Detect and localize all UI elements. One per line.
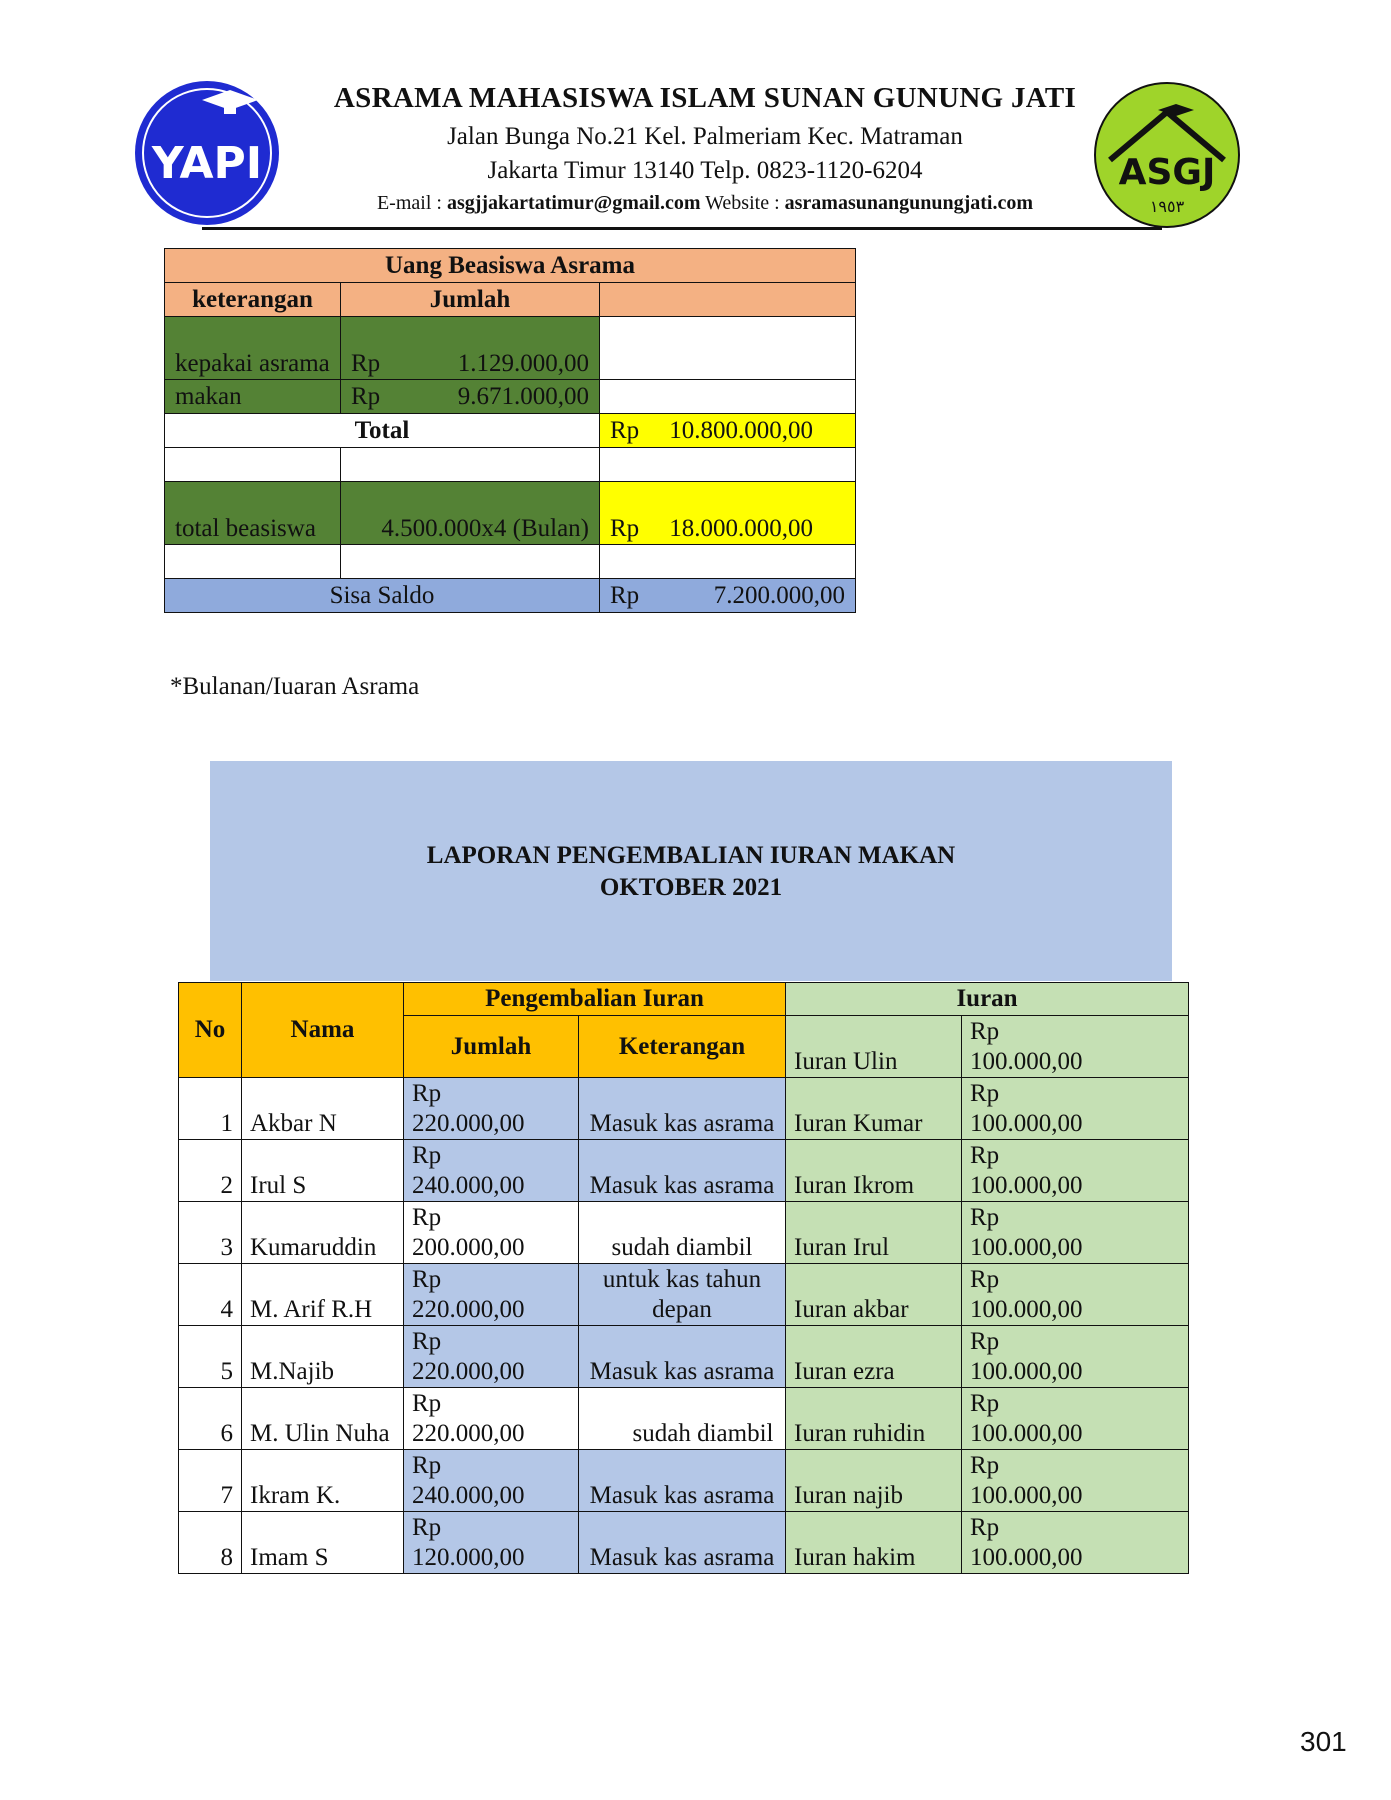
table-row [179, 1450, 1189, 1512]
currency: Rp [412, 1328, 442, 1355]
iuran-amount [962, 1450, 1189, 1512]
amount: 10.800.000,00 [669, 417, 813, 444]
amount: 220.000,00 [412, 1420, 525, 1447]
row-nama: Irul S [242, 1140, 404, 1202]
header-jumlah: Jumlah [404, 1016, 579, 1078]
currency: Rp [970, 1266, 1000, 1293]
address-line-1: Jalan Bunga No.21 Kel. Palmeriam Kec. Matraman [447, 123, 963, 150]
table-row [179, 1078, 1189, 1140]
currency: Rp [970, 1390, 1000, 1417]
email-label: E-mail : [376, 192, 442, 214]
table-row [179, 1264, 1189, 1326]
row-label: kepakai asrama [165, 317, 341, 380]
amount: 200.000,00 [412, 1234, 525, 1261]
header-no: No [179, 983, 242, 1078]
currency: Rp [412, 1142, 442, 1169]
row-nama: Akbar N [242, 1078, 404, 1140]
note-text: *Bulanan/Iuaran Asrama [170, 673, 420, 700]
sisa-saldo-label: Sisa Saldo [165, 579, 600, 613]
row-no: 1 [179, 1078, 242, 1140]
amount: 100.000,00 [970, 1358, 1083, 1385]
contact-line [270, 192, 1140, 215]
iuran-amount [962, 1512, 1189, 1574]
row-jumlah [404, 1450, 579, 1512]
iuran-name: Iuran hakim [786, 1512, 962, 1574]
asgj-logo [1092, 80, 1242, 230]
header-keterangan: Keterangan [579, 1016, 786, 1078]
row-jumlah [404, 1264, 579, 1326]
currency: Rp [351, 383, 381, 410]
row-no: 7 [179, 1450, 242, 1512]
empty-cell [165, 545, 341, 579]
iuran-name: Iuran Ulin [786, 1016, 962, 1078]
email-value: asgjjakartatimur@gmail.com [446, 192, 701, 214]
currency: Rp [610, 515, 640, 542]
row-amount [341, 380, 600, 414]
currency: Rp [412, 1266, 442, 1293]
amount: 100.000,00 [970, 1296, 1083, 1323]
currency: Rp [412, 1204, 442, 1231]
row-label: makan [165, 380, 341, 414]
currency: Rp [412, 1514, 442, 1541]
header-jumlah: Jumlah [341, 283, 600, 317]
svg-text:YAPI: YAPI [151, 138, 263, 189]
empty-cell [600, 380, 856, 414]
amount: 240.000,00 [412, 1172, 525, 1199]
amount: 100.000,00 [970, 1544, 1083, 1571]
total-beasiswa-formula: 4.500.000x4 (Bulan) [341, 482, 600, 545]
currency: Rp [970, 1204, 1000, 1231]
row-keterangan: Masuk kas asrama [579, 1140, 786, 1202]
amount: 100.000,00 [970, 1110, 1083, 1137]
currency: Rp [970, 1018, 1000, 1045]
empty-cell [165, 448, 341, 482]
iuran-name: Iuran najib [786, 1450, 962, 1512]
total-beasiswa-amount [600, 482, 856, 545]
currency: Rp [970, 1514, 1000, 1541]
row-keterangan: Masuk kas asrama [579, 1450, 786, 1512]
row-keterangan: sudah diambil [579, 1202, 786, 1264]
iuran-amount [962, 1078, 1189, 1140]
total-amount [600, 414, 856, 448]
row-nama: M.Najib [242, 1326, 404, 1388]
amount: 100.000,00 [970, 1172, 1083, 1199]
table-row [179, 1326, 1189, 1388]
row-keterangan: sudah diambil [579, 1388, 786, 1450]
currency: Rp [970, 1452, 1000, 1479]
currency: Rp [970, 1080, 1000, 1107]
row-keterangan: untuk kas tahun depan [579, 1264, 786, 1326]
page-number: 301 [1300, 1726, 1347, 1757]
amount: 100.000,00 [970, 1234, 1083, 1261]
empty-cell [600, 545, 856, 579]
iuran-name: Iuran Irul [786, 1202, 962, 1264]
amount: 240.000,00 [412, 1482, 525, 1509]
iuran-name: Iuran ezra [786, 1326, 962, 1388]
row-amount [341, 317, 600, 380]
website-value: asramasunangunungjati.com [784, 192, 1034, 214]
row-jumlah [404, 1140, 579, 1202]
yapi-logo [132, 78, 282, 228]
report-table [178, 982, 1189, 1574]
row-nama: Kumaruddin [242, 1202, 404, 1264]
amount: 100.000,00 [970, 1420, 1083, 1447]
currency: Rp [412, 1390, 442, 1417]
table-row [179, 1388, 1189, 1450]
report-title-line-2: OKTOBER 2021 [599, 874, 783, 901]
empty-cell [600, 317, 856, 380]
table-row [179, 1512, 1189, 1574]
address-line-2: Jakarta Timur 13140 Telp. 0823-1120-6204 [487, 157, 923, 184]
total-label: Total [165, 414, 600, 448]
table-row [179, 1202, 1189, 1264]
header-iuran: Iuran [786, 983, 1189, 1016]
empty-cell [341, 545, 600, 579]
amount: 100.000,00 [970, 1482, 1083, 1509]
total-beasiswa-label: total beasiswa [165, 482, 341, 545]
row-no: 6 [179, 1388, 242, 1450]
iuran-amount [962, 1140, 1189, 1202]
website-label: Website : [705, 192, 780, 214]
report-title-line-1: LAPORAN PENGEMBALIAN IURAN MAKAN [426, 842, 956, 869]
svg-text:١٩٥٣: ١٩٥٣ [1149, 197, 1185, 216]
amount: 220.000,00 [412, 1358, 525, 1385]
row-jumlah [404, 1512, 579, 1574]
table-row [165, 317, 856, 380]
row-jumlah [404, 1078, 579, 1140]
row-no: 3 [179, 1202, 242, 1264]
currency: Rp [970, 1142, 1000, 1169]
sisa-saldo-row [165, 579, 856, 613]
iuran-amount [962, 1264, 1189, 1326]
amount: 220.000,00 [412, 1110, 525, 1137]
iuran-name: Iuran akbar [786, 1264, 962, 1326]
currency: Rp [610, 417, 640, 444]
iuran-amount [962, 1016, 1189, 1078]
table-row [165, 380, 856, 414]
total-row [165, 414, 856, 448]
amount: 18.000.000,00 [669, 515, 813, 542]
currency: Rp [412, 1080, 442, 1107]
scholarship-table [164, 248, 856, 613]
row-no: 4 [179, 1264, 242, 1326]
row-nama: Imam S [242, 1512, 404, 1574]
row-no: 5 [179, 1326, 242, 1388]
report-title [210, 840, 1172, 904]
iuran-amount [962, 1326, 1189, 1388]
letterhead-rule [202, 227, 1162, 230]
iuran-amount [962, 1388, 1189, 1450]
table-row [179, 1140, 1189, 1202]
sisa-saldo-amount [600, 579, 856, 613]
currency: Rp [610, 582, 640, 609]
row-jumlah [404, 1202, 579, 1264]
currency: Rp [351, 350, 381, 377]
iuran-name: Iuran Ikrom [786, 1140, 962, 1202]
amount: 220.000,00 [412, 1296, 525, 1323]
amount: 100.000,00 [970, 1048, 1083, 1075]
amount: 7.200.000,00 [713, 582, 846, 609]
row-no: 8 [179, 1512, 242, 1574]
currency: Rp [970, 1328, 1000, 1355]
scholarship-title: Uang Beasiswa Asrama [165, 249, 856, 283]
header-nama: Nama [242, 983, 404, 1078]
amount: 120.000,00 [412, 1544, 525, 1571]
row-keterangan: Masuk kas asrama [579, 1078, 786, 1140]
row-keterangan: Masuk kas asrama [579, 1512, 786, 1574]
svg-text:ASGJ: ASGJ [1118, 152, 1216, 193]
amount: 9.671.000,00 [457, 383, 589, 410]
iuran-name: Iuran ruhidin [786, 1388, 962, 1450]
amount: 1.129.000,00 [457, 350, 589, 377]
iuran-amount [962, 1202, 1189, 1264]
empty-cell [600, 448, 856, 482]
header-empty [600, 283, 856, 317]
empty-row [165, 545, 856, 579]
empty-cell [341, 448, 600, 482]
empty-row [165, 448, 856, 482]
header-keterangan: keterangan [165, 283, 341, 317]
total-beasiswa-row [165, 482, 856, 545]
row-keterangan: Masuk kas asrama [579, 1326, 786, 1388]
row-jumlah [404, 1388, 579, 1450]
currency: Rp [412, 1452, 442, 1479]
row-nama: Ikram K. [242, 1450, 404, 1512]
row-nama: M. Arif R.H [242, 1264, 404, 1326]
row-nama: M. Ulin Nuha [242, 1388, 404, 1450]
row-jumlah [404, 1326, 579, 1388]
org-name: ASRAMA MAHASISWA ISLAM SUNAN GUNUNG JATI [333, 82, 1077, 114]
row-no: 2 [179, 1140, 242, 1202]
iuran-name: Iuran Kumar [786, 1078, 962, 1140]
header-pengembalian: Pengembalian Iuran [404, 983, 786, 1016]
